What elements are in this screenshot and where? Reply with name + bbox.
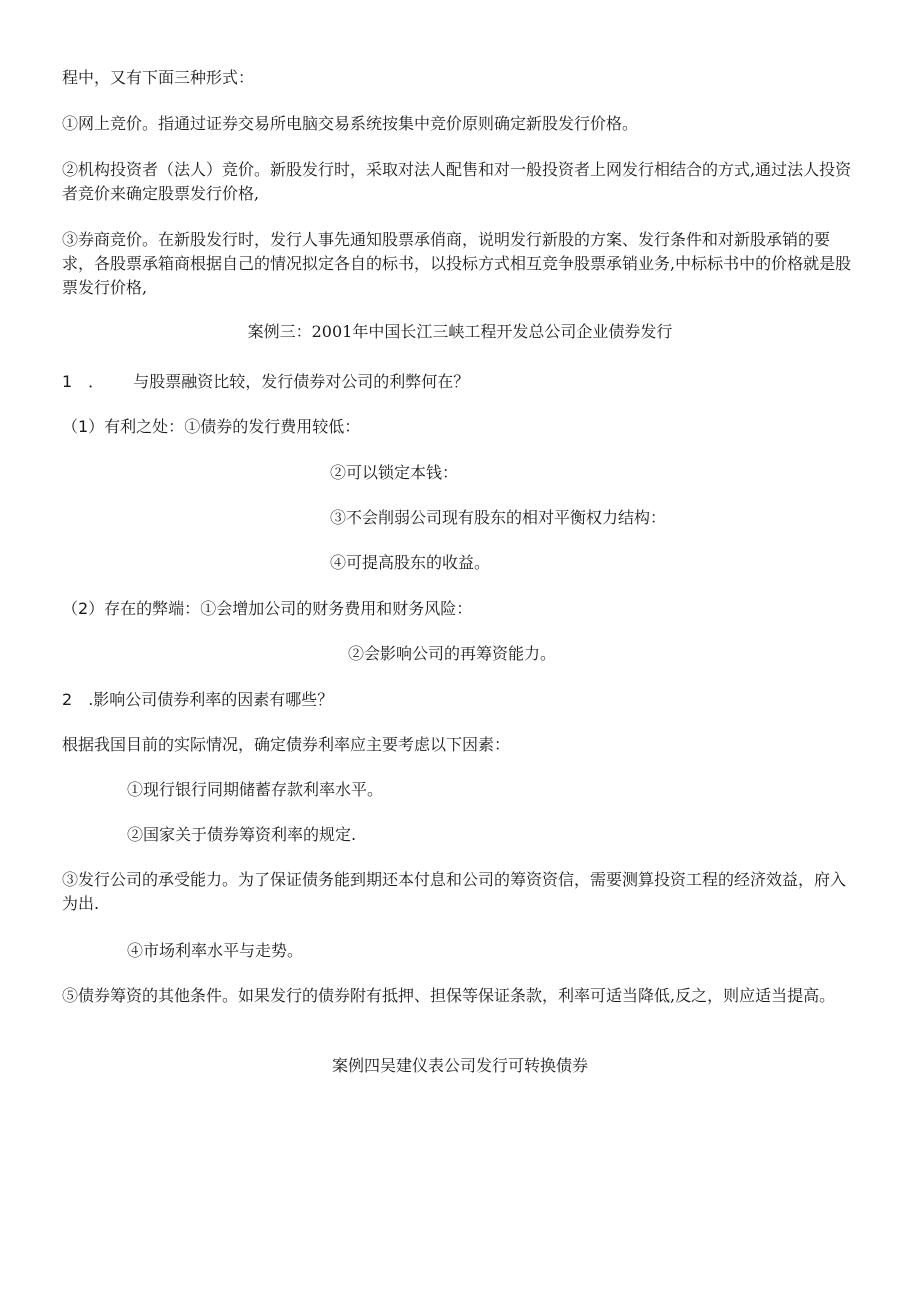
advantage-item-1: ①债券的发行费用较低： bbox=[184, 417, 361, 436]
disadvantages-label: （2）存在的弊端： bbox=[62, 599, 201, 618]
question-one-number: 1 ． bbox=[62, 372, 105, 391]
factor-item-5: ⑤债券筹资的其他条件。如果发行的债券附有抵押、担保等保证条款，利率可适当降低,反之，则应适当提高。 bbox=[62, 986, 836, 1005]
paragraph-continuation: 程中，又有下面三种形式： bbox=[62, 68, 255, 87]
case-three-heading: 案例三：2001年中国长江三峡工程开发总公司企业债券发行 bbox=[247, 322, 673, 341]
factor-item-4: ④市场利率水平与走势。 bbox=[127, 941, 304, 960]
factor-item-1: ①现行银行同期储蓄存款利率水平。 bbox=[127, 780, 384, 799]
paragraph-broker-bidding: ③券商竞价。在新股发行时，发行人事先通知股票承俏商，说明发行新股的方案、发行条件和对新股承销的要求，各股票承箱商根据自己的情况拟定各自的标书，以投标方式相互竞争股票承销业务,中标标书中的价格就是股票发行价格, bbox=[62, 230, 852, 297]
factor-item-2: ②国家关于债券筹资利率的规定. bbox=[127, 825, 357, 844]
question-two-intro: 根据我国目前的实际情况，确定债券利率应主要考虑以下因素： bbox=[62, 735, 511, 754]
disadvantage-item-2: ②会影响公司的再筹资能力。 bbox=[348, 644, 557, 663]
question-one-text: 与股票融资比较，发行债券对公司的利弊何在？ bbox=[133, 372, 470, 391]
paragraph-online-bidding: ①网上竞价。指通过证券交易所电脑交易系统按集中竞价原则确定新股发行价格。 bbox=[62, 114, 639, 133]
advantages-label: （1）有利之处： bbox=[62, 417, 185, 436]
disadvantage-item-1: ①会增加公司的财务费用和财务风险： bbox=[200, 599, 473, 618]
question-two bbox=[62, 688, 333, 712]
question-one bbox=[62, 370, 469, 394]
case-four-heading: 案例四吴建仪表公司发行可转换债券 bbox=[331, 1056, 588, 1075]
question-two-number: 2 bbox=[62, 690, 89, 709]
disadvantages-line bbox=[62, 597, 472, 621]
advantage-item-2: ②可以锁定本钱： bbox=[330, 463, 459, 482]
question-two-text: .影响公司债券利率的因素有哪些？ bbox=[88, 690, 334, 709]
factor-item-3: ③发行公司的承受能力。为了保证债务能到期还本付息和公司的筹资资信，需要测算投资工程的经济效益，府入为出. bbox=[62, 870, 847, 913]
advantage-item-3: ③不会削弱公司现有股东的相对平衡权力结构： bbox=[330, 508, 667, 527]
advantage-item-4: ④可提高股东的收益。 bbox=[330, 553, 491, 572]
advantages-line bbox=[62, 415, 360, 439]
paragraph-institutional-bidding: ②机构投资者（法人）竞价。新股发行时，采取对法人配售和对一般投资者上网发行相结合的方式,通过法人投资者竞价来确定股票发行价格, bbox=[62, 160, 852, 203]
